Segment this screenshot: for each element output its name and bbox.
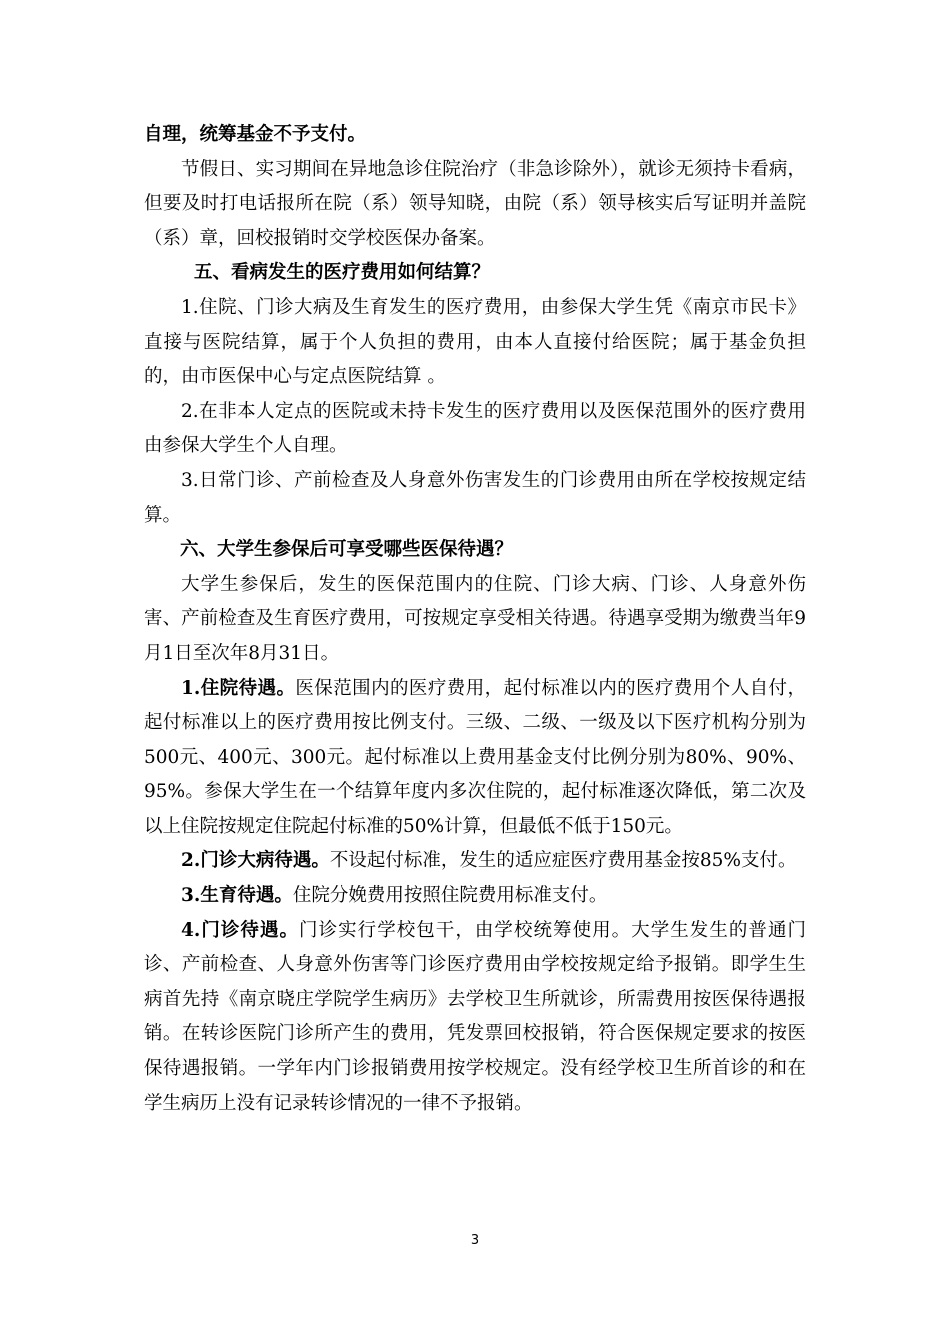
paragraph-settlement-3: 3.日常门诊、产前检查及人身意外伤害发生的门诊费用由所在学校按规定结算。 — [144, 469, 806, 526]
document-body — [144, 118, 806, 1121]
outpatient-benefit-body: 门诊实行学校包干，由学校统筹使用。大学生发生的普通门诊、产前检查、人身意外伤害等门诊医疗费用由学校按规定给予报销。即学生生病首先持《南京晓庄学院学生病历》去学校卫生所就诊，所需费用按医保待遇报销。在转诊医院门诊所产生的费用，凭发票回校报销，符合医保规定要求的按医保待遇报销。一学年内门诊报销费用按学校规定。没有经学校卫生所首诊的和在学生病历上没有记录转诊情况的一律不予报销。 — [144, 919, 806, 1114]
maternity-benefit-lead: 3.生育待遇。 — [181, 885, 293, 907]
paragraph-settlement-1: 1.住院、门诊大病及生育发生的医疗费用，由参保大学生凭《南京市民卡》直接与医院结算，属于个人负担的费用，由本人直接付给医院；属于基金负担的，由市医保中心与定点医院结算 。 — [144, 296, 806, 388]
inpatient-benefit-lead: 1.住院待遇。 — [181, 677, 296, 699]
paragraph-settlement-2: 2.在非本人定点的医院或未持卡发生的医疗费用以及医保范围外的医疗费用由参保大学生个人自理。 — [144, 400, 806, 457]
paragraph-maternity-benefit — [144, 879, 806, 914]
paragraph-continuation: 自理，统筹基金不予支付。 — [144, 124, 367, 145]
section-heading-settlement: 五、看病发生的医疗费用如何结算？ — [194, 262, 491, 284]
paragraph-holiday-emergency: 节假日、实习期间在异地急诊住院治疗（非急诊除外），就诊无须持卡看病，但要及时打电话报所在院（系）领导知晓，由院（系）领导核实后写证明并盖院（系）章，回校报销时交学校医保办备案。 — [144, 158, 806, 249]
inpatient-benefit-body: 医保范围内的医疗费用，起付标准以内的医疗费用个人自付，起付标准以上的医疗费用按比例支付。三级、二级、一级及以下医疗机构分别为500元、400元、300元。起付标准以上费用基金支付比例分别为80%、90%、95%。参保大学生在一个结算年度内多次住院的，起付标准逐次降低，第二次及以上住院按规定住院起付标准的50%计算，但最低不低于150元。 — [144, 677, 806, 837]
major-illness-benefit-body: 不设起付标准，发生的适应症医疗费用基金按85%支付。 — [329, 850, 797, 872]
maternity-benefit-body: 住院分娩费用按照住院费用标准支付。 — [292, 885, 608, 907]
section-heading-benefits: 六、大学生参保后可享受哪些医保待遇？ — [180, 539, 514, 561]
page-number: 3 — [470, 1233, 480, 1248]
outpatient-benefit-lead: 4.门诊待遇。 — [181, 919, 300, 941]
major-illness-benefit-lead: 2.门诊大病待遇。 — [181, 850, 330, 872]
paragraph-major-illness-benefit — [144, 844, 806, 879]
paragraph-outpatient-benefit — [144, 914, 806, 1122]
paragraph-inpatient-benefit — [144, 672, 806, 845]
paragraph-benefits-intro: 大学生参保后，发生的医保范围内的住院、门诊大病、门诊、人身意外伤害、产前检查及生育医疗费用，可按规定享受相关待遇。待遇享受期为缴费当年9月1日至次年8月31日。 — [144, 573, 806, 664]
